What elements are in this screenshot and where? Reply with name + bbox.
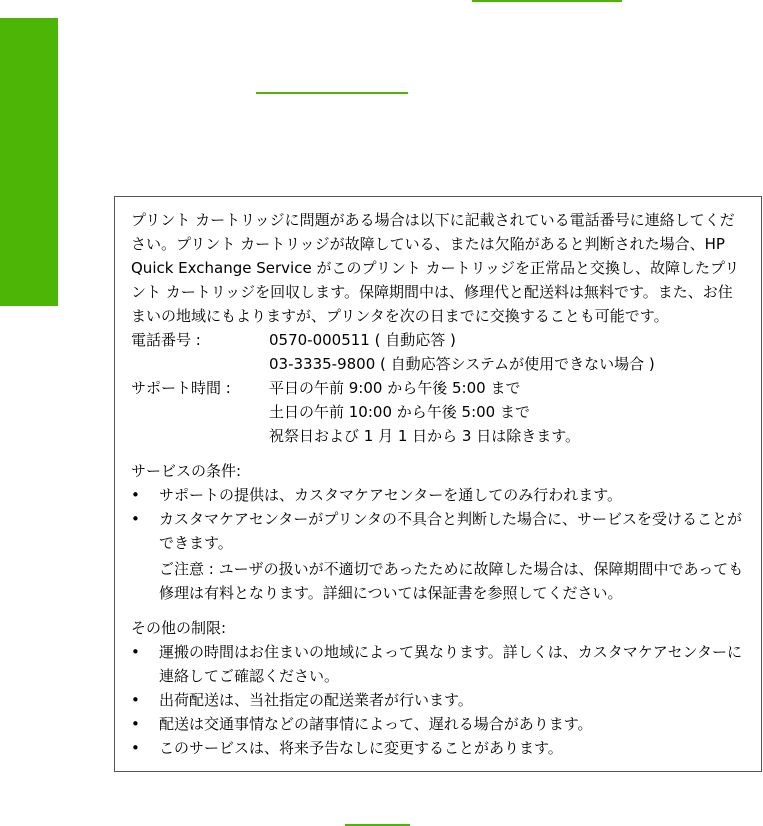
quick-exchange-notice	[114, 196, 762, 772]
list-item	[131, 712, 747, 736]
conditions-heading: サービスの条件:	[131, 462, 242, 480]
phone-line: 0570-000511 ( 自動応答 )	[269, 331, 456, 349]
section-side-tab	[0, 18, 58, 306]
condition-text: サポートの提供は、カスタマケアセンターを通してのみ行われます。	[159, 486, 623, 504]
bullet-icon: •	[131, 486, 140, 504]
link-underline-middle[interactable]	[256, 92, 408, 94]
caution-note: ご注意 : ユーザの扱いが不適切であったために故障した場合は、保障期間中であっても修理は有料となります。詳細については保証書を参照してください。	[159, 560, 744, 602]
condition-text: カスタマケアセンターがプリンタの不具合と判断した場合に、サービスを受けることができます。	[159, 510, 743, 552]
hours-line: 土日の午前 10:00 から午後 5:00 まで	[269, 403, 530, 421]
link-underline-top[interactable]	[472, 0, 622, 2]
conditions-list	[131, 483, 747, 555]
limit-text: 配送は交通事情などの諸事情によって、遅れる場合があります。	[159, 715, 593, 733]
bullet-icon: •	[131, 510, 140, 528]
list-item	[131, 640, 747, 688]
limits-list	[131, 640, 747, 760]
bullet-icon: •	[131, 691, 140, 709]
hours-label: サポート時間 :	[131, 379, 231, 397]
phone-value	[269, 328, 747, 376]
limit-text: 出荷配送は、当社指定の配送業者が行います。	[159, 691, 473, 709]
intro-paragraph: プリント カートリッジに問題がある場合は以下に記載されている電話番号に連絡してください。プリント カートリッジが故障している、または欠陥があると判断された場合、HP Quick Exchange Service がこのプリント カートリッジを正常品と交換し、故障したプリント カートリッジを回収します。保障期間中は、修理代と配送料は無料です。また、お住まいの地域にもよりますが、プリンタを次の日までに交換することも可能です。	[131, 211, 740, 325]
limits-heading: その他の制限:	[131, 619, 227, 637]
list-item	[131, 736, 747, 760]
bullet-icon: •	[131, 715, 140, 733]
phone-label: 電話番号 :	[131, 331, 201, 349]
hours-line: 祝祭日および 1 月 1 日から 3 日は除きます。	[269, 427, 581, 445]
hours-value	[269, 376, 747, 448]
phone-row	[131, 328, 747, 376]
bullet-icon: •	[131, 643, 140, 661]
hours-row	[131, 376, 747, 448]
list-item	[131, 688, 747, 712]
phone-line: 03-3335-9800 ( 自動応答システムが使用できない場合 )	[269, 355, 655, 373]
list-item	[131, 483, 747, 507]
limit-text: 運搬の時間はお住まいの地域によって異なります。詳しくは、カスタマケアセンターに連絡してご確認ください。	[159, 643, 743, 685]
list-item	[131, 507, 747, 555]
bullet-icon: •	[131, 739, 140, 757]
hours-line: 平日の午前 9:00 から午後 5:00 まで	[269, 379, 521, 397]
limit-text: このサービスは、将来予告なしに変更することがあります。	[159, 739, 563, 757]
